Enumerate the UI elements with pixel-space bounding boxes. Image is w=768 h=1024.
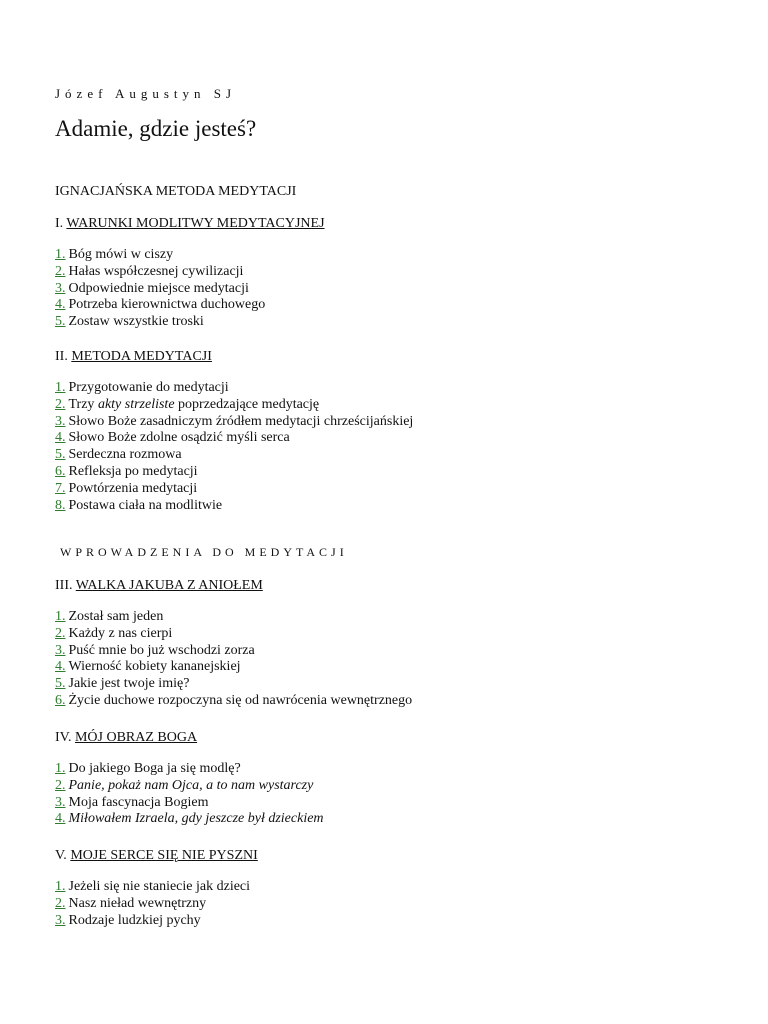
item-text: Rodzaje ludzkiej pychy (68, 912, 201, 928)
section-3 (55, 577, 412, 710)
section-1-heading (55, 215, 325, 233)
section-numeral: IV. (55, 730, 72, 745)
item-text-post: poprzedzające medytację (174, 396, 320, 412)
item-number-link[interactable]: 6. (55, 463, 66, 479)
item-text: Bóg mówi w ciszy (68, 247, 174, 262)
list-item (55, 481, 413, 498)
list-item (55, 643, 412, 660)
subtitle: IGNACJAŃSKA METODA MEDYTACJI (55, 184, 297, 199)
item-number-link[interactable]: 7. (55, 480, 66, 496)
item-text: Życie duchowe rozpoczyna się od nawrócenia wewnętrznego (68, 692, 413, 708)
list-item (55, 247, 325, 264)
item-text: Potrzeba kierownictwa duchowego (68, 297, 266, 313)
item-number-link[interactable]: 4. (55, 811, 66, 827)
item-number-link[interactable]: 1. (55, 247, 66, 262)
list-item (55, 447, 413, 464)
item-number-link[interactable]: 5. (55, 314, 66, 330)
intro-heading: WPROWADZENIA DO MEDYTACJI (60, 545, 348, 559)
item-number-link[interactable]: 2. (55, 625, 66, 641)
list-item (55, 896, 258, 913)
item-text: Postawa ciała na modlitwie (68, 497, 223, 513)
item-text: Zostaw wszystkie troski (68, 314, 204, 330)
item-text: Słowo Boże zasadniczym źródłem medytacji chrześcijańskiej (68, 413, 414, 429)
item-text-italic: Panie, pokaż nam Ojca, a to nam wystarczy (68, 777, 314, 793)
item-number-link[interactable]: 2. (55, 777, 66, 793)
item-text: Słowo Boże zdolne osądzić myśli serca (68, 430, 290, 446)
item-number-link[interactable]: 6. (55, 692, 66, 708)
section-5 (55, 847, 258, 929)
list-item (55, 913, 258, 930)
item-text: Serdeczna rozmowa (68, 447, 182, 463)
item-number-link[interactable]: 1. (55, 761, 66, 776)
section-3-list (55, 609, 412, 710)
item-number-link[interactable]: 5. (55, 676, 66, 692)
section-title-link[interactable]: WALKA JAKUBA Z ANIOŁEM (75, 578, 263, 593)
list-item (55, 314, 325, 331)
section-5-heading (55, 847, 258, 865)
item-text: Jakie jest twoje imię? (68, 676, 190, 692)
list-item (55, 281, 325, 298)
item-number-link[interactable]: 1. (55, 609, 66, 624)
list-item (55, 397, 413, 414)
item-text: Każdy z nas cierpi (68, 625, 173, 641)
section-numeral: V. (55, 848, 67, 863)
item-number-link[interactable]: 3. (55, 642, 66, 658)
item-text: Puść mnie bo już wschodzi zorza (68, 642, 255, 658)
list-item (55, 498, 413, 515)
list-item (55, 414, 413, 431)
list-item (55, 795, 324, 812)
section-5-list (55, 879, 258, 929)
section-2 (55, 348, 413, 514)
list-item (55, 676, 412, 693)
section-numeral: I. (55, 216, 64, 231)
section-title-link[interactable]: WARUNKI MODLITWY MEDYTACYJNEJ (66, 216, 325, 231)
item-number-link[interactable]: 1. (55, 380, 66, 395)
list-item (55, 264, 325, 281)
item-text: Do jakiego Boga ja się modlę? (68, 761, 241, 776)
list-item (55, 693, 412, 710)
section-1 (55, 215, 325, 331)
list-item (55, 659, 412, 676)
item-text: Hałas współczesnej cywilizacji (68, 263, 244, 279)
section-4-heading (55, 729, 324, 747)
section-numeral: II. (55, 349, 68, 364)
item-number-link[interactable]: 8. (55, 497, 66, 513)
item-number-link[interactable]: 5. (55, 447, 66, 463)
item-text-pre: Trzy (68, 396, 98, 412)
list-item (55, 380, 413, 397)
item-text: Refleksja po medytacji (68, 463, 198, 479)
section-1-list (55, 247, 325, 331)
list-item (55, 609, 412, 626)
section-3-heading (55, 577, 412, 595)
item-number-link[interactable]: 3. (55, 280, 66, 296)
section-4-list (55, 761, 324, 828)
item-text: Został sam jeden (68, 609, 164, 624)
item-text: Odpowiednie miejsce medytacji (68, 280, 249, 296)
item-number-link[interactable]: 2. (55, 396, 66, 412)
list-item (55, 778, 324, 795)
item-number-link[interactable]: 4. (55, 659, 66, 675)
list-item (55, 626, 412, 643)
section-4 (55, 729, 324, 828)
item-number-link[interactable]: 3. (55, 794, 66, 810)
item-number-link[interactable]: 4. (55, 430, 66, 446)
item-text: Jeżeli się nie staniecie jak dzieci (68, 879, 251, 894)
item-text: Przygotowanie do medytacji (68, 380, 229, 395)
document-title: Adamie, gdzie jesteś? (55, 116, 257, 141)
item-text: Nasz nieład wewnętrzny (68, 895, 207, 911)
section-2-list (55, 380, 413, 514)
item-number-link[interactable]: 3. (55, 912, 66, 928)
list-item (55, 430, 413, 447)
section-title-link[interactable]: MOJE SERCE SIĘ NIE PYSZNI (70, 848, 258, 863)
item-number-link[interactable]: 1. (55, 879, 66, 894)
item-text: Powtórzenia medytacji (68, 480, 198, 496)
item-text: Moja fascynacja Bogiem (68, 794, 209, 810)
list-item (55, 879, 258, 896)
section-title-link[interactable]: METODA MEDYTACJI (71, 349, 212, 364)
list-item (55, 811, 324, 828)
item-number-link[interactable]: 2. (55, 895, 66, 911)
section-numeral: III. (55, 578, 73, 593)
item-number-link[interactable]: 2. (55, 263, 66, 279)
section-title-link[interactable]: MÓJ OBRAZ BOGA (74, 730, 198, 745)
item-number-link[interactable]: 3. (55, 413, 66, 429)
item-text: Wierność kobiety kananejskiej (68, 659, 241, 675)
list-item (55, 761, 324, 778)
item-number-link[interactable]: 4. (55, 297, 66, 313)
section-2-heading (55, 348, 413, 366)
author-name: Józef Augustyn SJ (55, 86, 237, 101)
list-item (55, 297, 325, 314)
item-text-italic: Miłowałem Izraela, gdy jeszcze był dzieckiem (68, 811, 324, 827)
list-item (55, 464, 413, 481)
item-text-italic: akty strzeliste (97, 396, 175, 412)
